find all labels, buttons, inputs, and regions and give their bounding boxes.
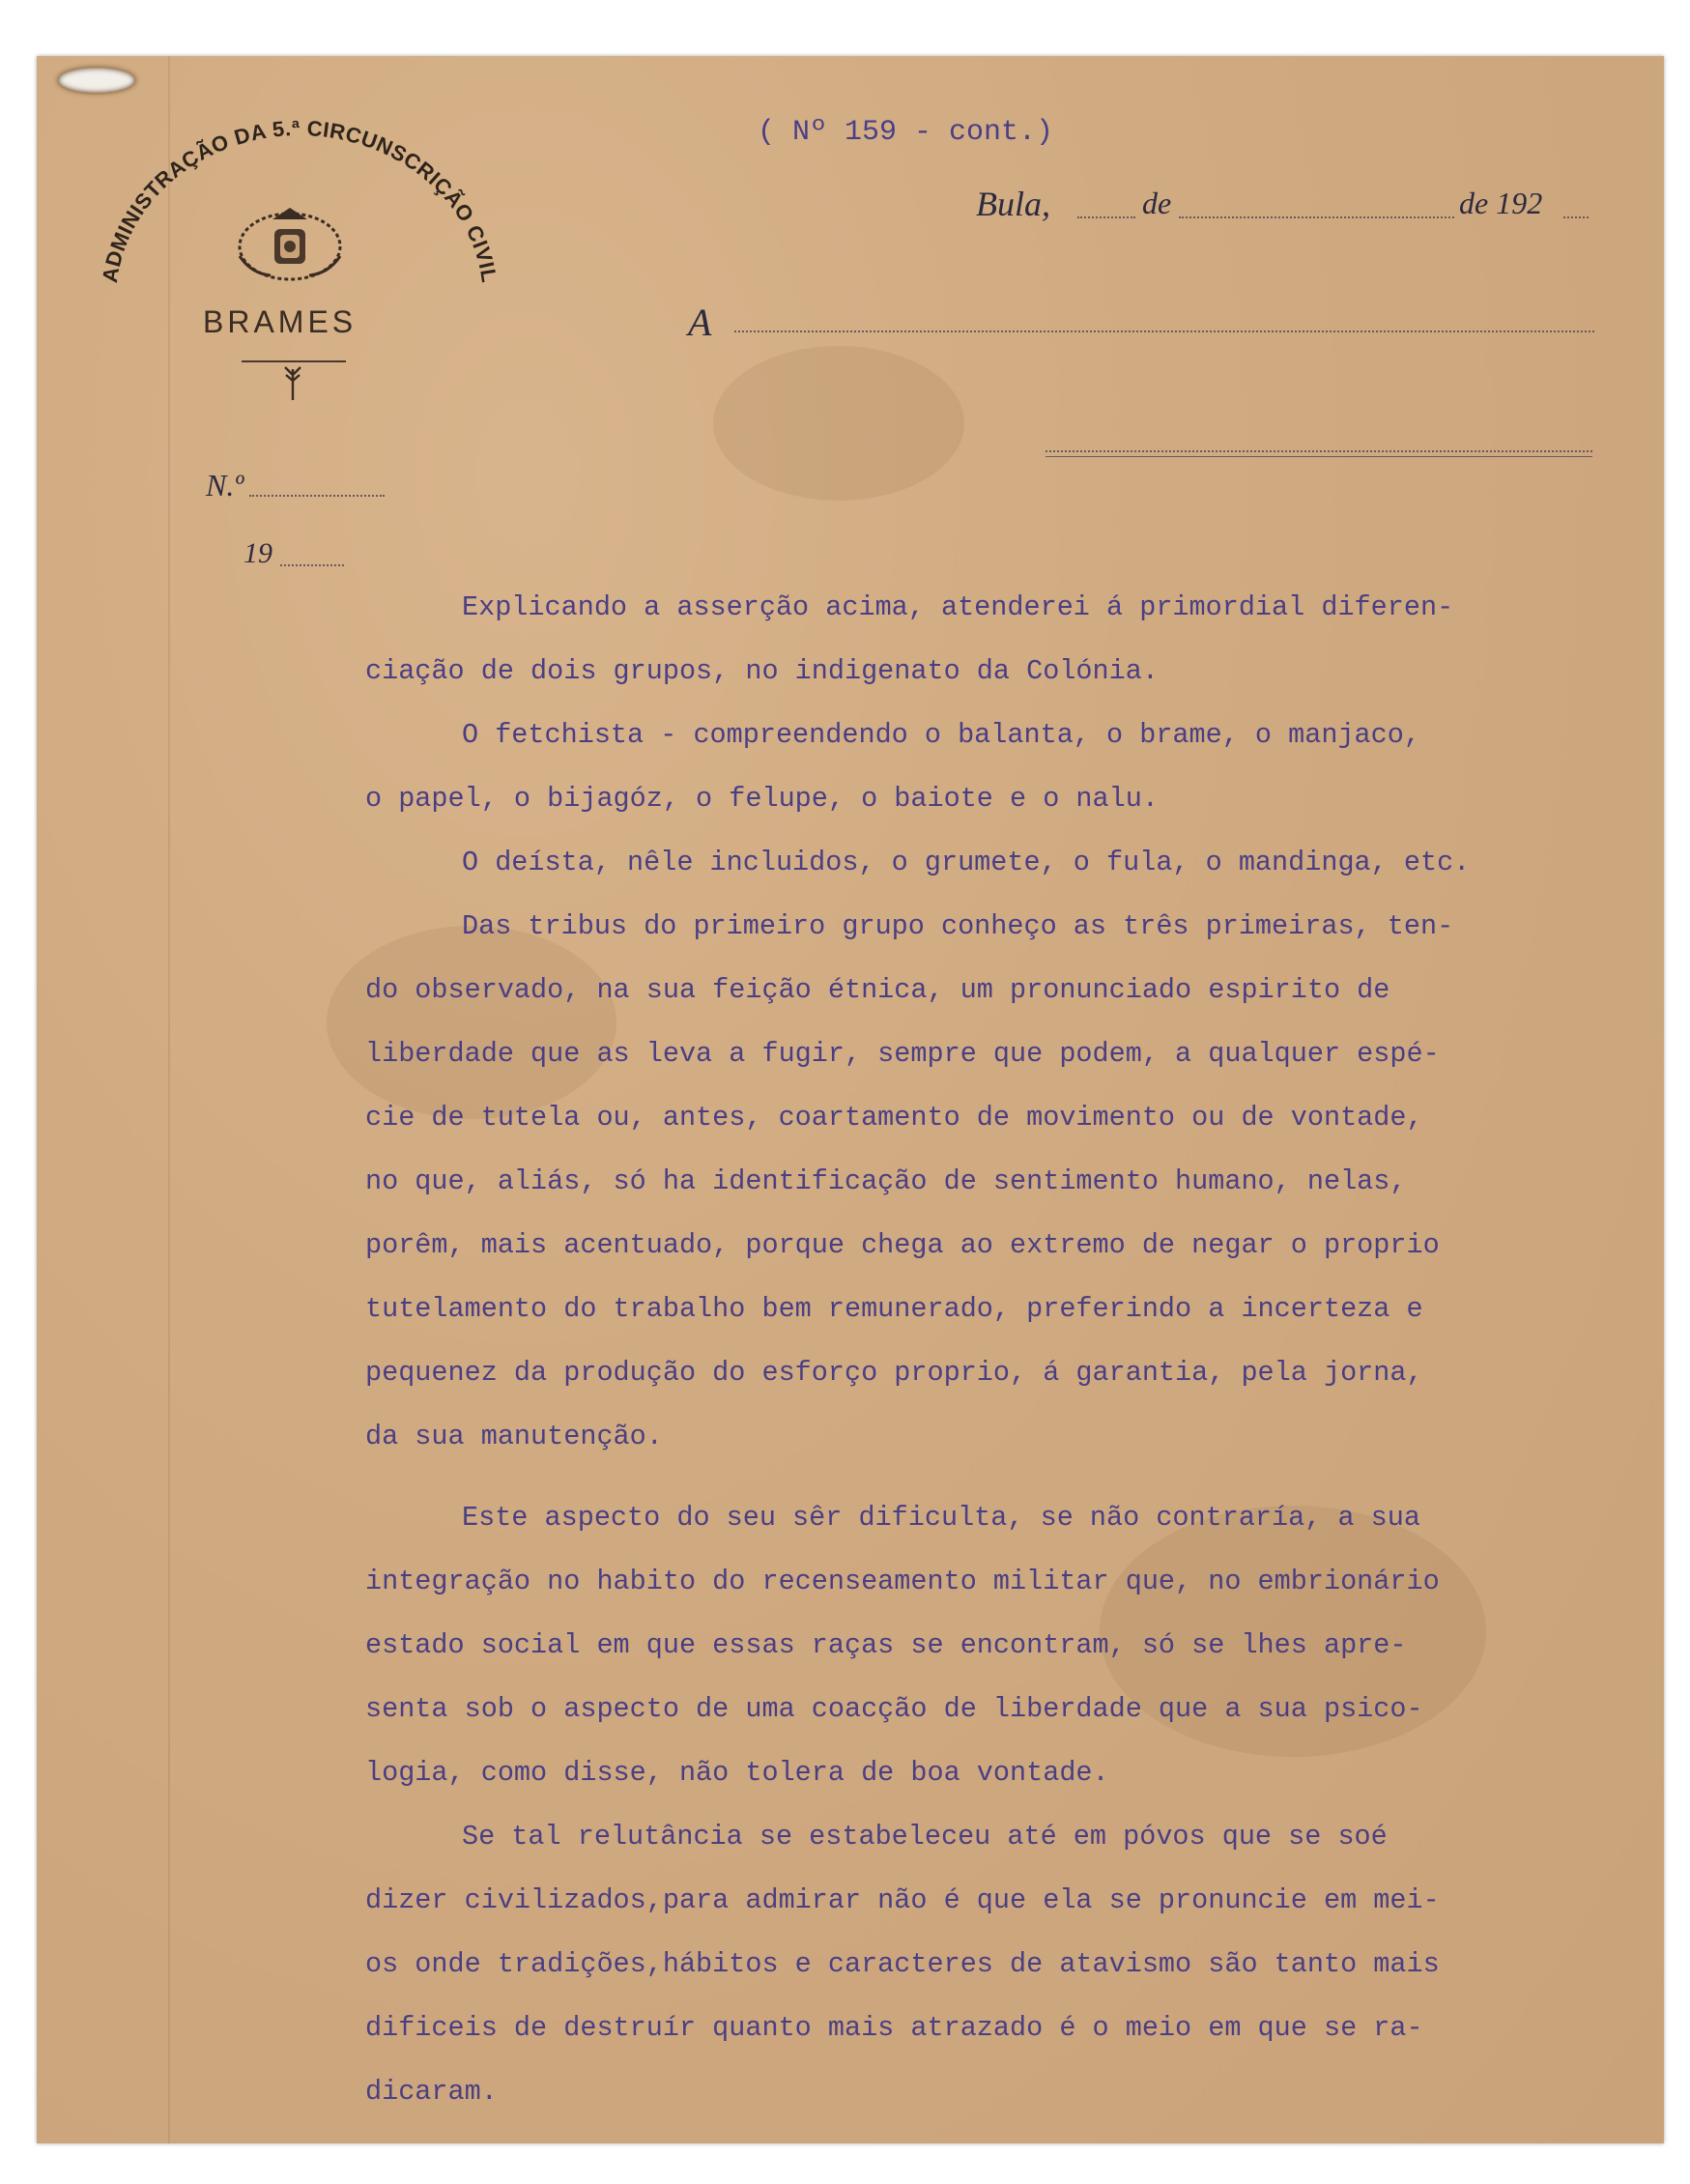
paper-stain <box>327 926 616 1119</box>
letterhead-divider <box>242 360 346 362</box>
sprig-ornament-icon <box>280 365 305 402</box>
letterhead-arc <box>77 92 502 324</box>
body-line: o papel, o bijagóz, o felupe, o baiote e o nalu. <box>365 783 1159 815</box>
body-line: dificeis de destruír quanto mais atrazado é o meio em que se ra- <box>365 2012 1423 2044</box>
body-line: do observado, na sua feição étnica, um pronunciado espirito de <box>365 974 1390 1006</box>
paper-hole <box>58 68 135 93</box>
addressee-prefix: A <box>688 301 712 344</box>
date-de-label: de <box>1142 186 1172 220</box>
body-line: estado social em que essas raças se encontram, só se lhes apre- <box>365 1629 1407 1661</box>
office-name: BRAMES <box>203 304 358 339</box>
body-line: Explicando a asserção acima, atenderei á primordial diferen- <box>462 591 1454 623</box>
body-line: no que, aliás, só ha identificação de sentimento humano, nelas, <box>365 1165 1407 1197</box>
place-label: Bula, <box>976 185 1050 223</box>
addressee-field-line <box>734 330 1594 332</box>
arc-text: ADMINISTRAÇÃO DA 5.ª CIRCUNSCRIÇÃO CIVIL <box>97 115 502 285</box>
body-line: O deísta, nêle incluidos, o grumete, o fula, o mandinga, etc. <box>462 847 1471 878</box>
body-line: liberdade que as leva a fugir, sempre que podem, a qualquer espé- <box>365 1038 1440 1070</box>
body-line: os onde tradições,hábitos e caracteres de atavismo são tanto mais <box>365 1948 1440 1980</box>
body-line: logia, como disse, não tolera de boa vontade. <box>365 1757 1109 1789</box>
body-line: integração no habito do recenseamento militar que, no embrionário <box>365 1566 1440 1597</box>
body-line: cie de tutela ou, antes, coartamento de movimento ou de vontade, <box>365 1102 1423 1134</box>
body-line: Das tribus do primeiro grupo conheço as três primeiras, ten- <box>462 910 1454 942</box>
body-line: pequenez da produção do esforço proprio, á garantia, pela jorna, <box>365 1357 1423 1389</box>
document-reference: ( Nº 159 - cont.) <box>758 116 1054 149</box>
month-field-line <box>1179 216 1454 218</box>
number-label: N.º <box>206 468 244 503</box>
fold-line <box>168 56 170 2143</box>
year-label: 19 <box>243 537 272 569</box>
body-line: porêm, mais acentuado, porque chega ao extremo de negar o proprio <box>365 1229 1440 1261</box>
body-line: Se tal relutância se estabeleceu até em póvos que se soé <box>462 1821 1388 1853</box>
number-field-line <box>249 495 385 497</box>
addressee-underline <box>1046 456 1592 457</box>
addressee-second-line <box>1046 450 1592 452</box>
body-line: dicaram. <box>365 2076 498 2108</box>
coat-of-arms-icon <box>240 208 340 279</box>
body-line: tutelamento do trabalho bem remunerado, preferindo a incerteza e <box>365 1293 1423 1325</box>
body-line: dizer civilizados,para admirar não é que ela se pronuncie em mei- <box>365 1884 1440 1916</box>
year-field-line-end <box>1563 216 1589 218</box>
body-line: ciação de dois grupos, no indigenato da Colónia. <box>365 655 1159 687</box>
day-field-line <box>1077 216 1135 218</box>
body-line: O fetchista - compreendendo o balanta, o brame, o manjaco, <box>462 719 1420 751</box>
body-line: da sua manutenção. <box>365 1421 663 1452</box>
body-line: Este aspecto do seu sêr dificulta, se não contraría, a sua <box>462 1502 1420 1534</box>
date-year-label: de 192 <box>1459 186 1543 220</box>
paper-stain <box>713 346 964 501</box>
body-line: senta sob o aspecto de uma coacção de liberdade que a sua psico- <box>365 1693 1423 1725</box>
year-field-line <box>280 564 344 566</box>
